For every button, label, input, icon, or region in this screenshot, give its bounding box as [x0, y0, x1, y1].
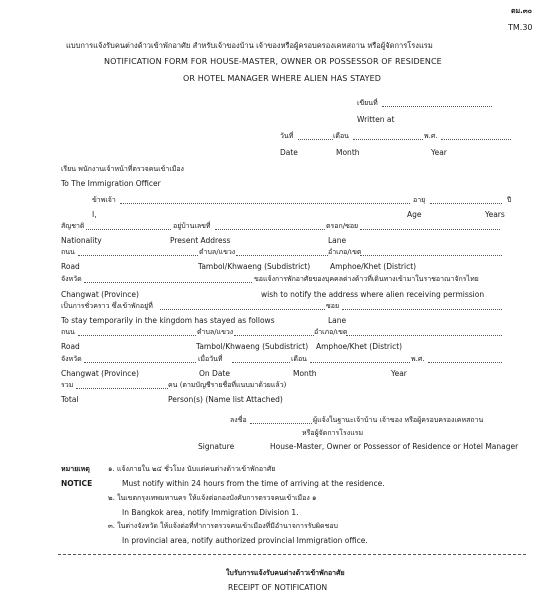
signer-thai-2: หรือผู้จัดการโรงแรม	[302, 429, 364, 437]
stay-soi-field[interactable]	[342, 309, 502, 310]
arrival-month-field[interactable]	[310, 362, 410, 363]
month-2-label: Month	[293, 369, 317, 378]
lane-label: Lane	[328, 236, 347, 245]
age-field[interactable]	[430, 203, 502, 204]
signer-thai-1: ผู้แจ้งในฐานะเจ้าบ้าน เจ้าของ หรือผู้ครอบครองเคหสถาน	[313, 416, 484, 424]
form-code: TM.30	[508, 23, 533, 32]
stay-amphoe-field[interactable]	[346, 335, 502, 336]
title-en-1: NOTIFICATION FORM FOR HOUSE-MASTER, OWNER OR POSSESSOR OF RESIDENCE	[104, 57, 442, 66]
notice-label: NOTICE	[61, 479, 93, 488]
year-2-label: Year	[391, 369, 407, 378]
receipt-title: RECEIPT OF NOTIFICATION	[228, 583, 328, 592]
year-thai: พ.ศ.	[424, 132, 438, 140]
changwat-label: Changwat (Province)	[61, 290, 139, 299]
to-label: To The Immigration Officer	[61, 179, 161, 188]
on-date-thai: เมื่อวันที่	[198, 355, 223, 363]
date-thai: วันที่	[280, 132, 294, 140]
age-label: Age	[407, 210, 422, 219]
amphoe-2-label: Amphoe/Khet (District)	[316, 342, 403, 351]
soi-thai: ซอย	[326, 302, 340, 310]
amphoe-thai: อำเภอ/เขต	[328, 248, 362, 256]
address-field[interactable]	[215, 229, 325, 230]
age-thai: อายุ	[413, 196, 426, 204]
total-thai: รวม	[61, 381, 74, 389]
road-thai-2: ถนน	[61, 328, 75, 336]
wish-thai: ขอแจ้งการพักอาศัยของบุคคลต่างด้าวที่เดินทางเข้ามาในราชอาณาจักรไทย	[254, 275, 479, 283]
amphoe-field[interactable]	[360, 255, 502, 256]
changwat-thai: จังหวัด	[61, 275, 82, 283]
wish-label: wish to notify the address where alien receiving permission	[261, 290, 485, 299]
title-thai: แบบการแจ้งรับคนต่างด้าวเข้าพักอาศัย สำหรับเจ้าของบ้าน เจ้าของหรือผู้ครอบครองเคหสถาน หรือผู้จัดการโรงแรม	[66, 41, 433, 50]
stay-changwat-field[interactable]	[84, 362, 196, 363]
cut-line	[58, 554, 526, 555]
tambol-thai-2: ตำบล/แขวง	[197, 328, 234, 336]
signature-field[interactable]	[250, 423, 312, 424]
signature-label: Signature	[198, 442, 235, 451]
present-address-label: Present Address	[170, 236, 231, 245]
road-field[interactable]	[78, 255, 198, 256]
amphoe-thai-2: อำเภอ/เขต	[314, 328, 348, 336]
signature-thai: ลงชื่อ	[230, 416, 247, 424]
written-at-thai: เขียนที่	[357, 99, 378, 107]
temp-stay-label: To stay temporarily in the kingdom has stayed as follows	[61, 316, 275, 325]
year-label: Year	[431, 148, 447, 157]
tambol-field[interactable]	[236, 255, 328, 256]
written-at-field[interactable]	[382, 106, 492, 107]
i-thai: ข้าพเจ้า	[92, 196, 116, 204]
lane-thai: ตรอก/ซอย	[326, 222, 359, 230]
month-label: Month	[336, 148, 360, 157]
changwat-field[interactable]	[84, 282, 252, 283]
years-thai: ปี	[507, 196, 512, 204]
present-address-thai: อยู่บ้านเลขที่	[173, 222, 211, 230]
year-field[interactable]	[441, 139, 511, 140]
persons-thai: คน (ตามบัญชีรายชื่อที่แนบมาด้วยแล้ว)	[168, 381, 287, 389]
road-2-label: Road	[61, 342, 80, 351]
nationality-label: Nationality	[61, 236, 102, 245]
signer-label: House-Master, Owner or Possessor of Residence or Hotel Manager	[270, 442, 519, 451]
nationality-field[interactable]	[86, 229, 171, 230]
notice-3-thai: ๓. ในต่างจังหวัด ให้แจ้งต่อที่ทำการตรวจคนเข้าเมืองที่มีอำนาจการรับผิดชอบ	[108, 522, 338, 530]
date-label: Date	[280, 148, 298, 157]
i-label: I,	[92, 210, 97, 219]
to-thai: เรียน พนักงานเจ้าหน้าที่ตรวจคนเข้าเมือง	[61, 165, 184, 173]
tambol-label: Tambol/Khwaeng (Subdistrict)	[198, 262, 311, 271]
persons-label: Person(s) (Name list Attached)	[168, 395, 283, 404]
temp-stay-thai: เป็นการชั่วคราว ซึ่งเข้าพักอยู่ที่	[61, 302, 153, 310]
notice-1: Must notify within 24 hours from the time of arriving at the residence.	[122, 479, 385, 488]
tambol-2-label: Tambol/Khwaeng (Subdistrict)	[196, 342, 309, 351]
year-thai-2: พ.ศ.	[411, 355, 425, 363]
arrival-date-field[interactable]	[232, 362, 290, 363]
lane-field[interactable]	[360, 229, 500, 230]
lane2-label: Lane	[328, 316, 347, 325]
month-field[interactable]	[353, 139, 423, 140]
receipt-thai: ใบรับการแจ้งรับคนต่างด้าวเข้าพักอาศัย	[226, 569, 345, 577]
years-label: Years	[485, 210, 505, 219]
tambol-thai: ตำบล/แขวง	[199, 248, 236, 256]
form-code-thai: ตม.๓๐	[511, 7, 532, 15]
name-field[interactable]	[120, 203, 410, 204]
arrival-year-field[interactable]	[428, 362, 502, 363]
stay-road-field[interactable]	[78, 335, 196, 336]
nationality-thai: สัญชาติ	[61, 222, 85, 230]
road-label: Road	[61, 262, 80, 271]
month-thai: เดือน	[333, 132, 349, 140]
date-field[interactable]	[298, 139, 333, 140]
road-thai: ถนน	[61, 248, 75, 256]
changwat-2-label: Changwat (Province)	[61, 369, 139, 378]
stay-address-field[interactable]	[160, 309, 325, 310]
written-at-label: Written at	[357, 115, 395, 124]
notice-2: In Bangkok area, notify Immigration Division 1.	[122, 508, 299, 517]
title-en-2: OR HOTEL MANAGER WHERE ALIEN HAS STAYED	[183, 74, 382, 83]
notice-1-thai: ๑. แจ้งภายใน ๒๔ ชั่วโมง นับแต่คนต่างด้าวเข้าพักอาศัย	[108, 465, 276, 473]
total-field[interactable]	[76, 388, 168, 389]
total-label: Total	[61, 395, 79, 404]
notice-3: In provincial area, notify authorized provincial Immigration office.	[122, 536, 368, 545]
stay-tambol-field[interactable]	[234, 335, 314, 336]
amphoe-label: Amphoe/Khet (District)	[330, 262, 417, 271]
changwat-thai-2: จังหวัด	[61, 355, 82, 363]
notice-thai: หมายเหตุ	[61, 465, 90, 473]
notice-2-thai: ๒. ในเขตกรุงเทพมหานคร ให้แจ้งต่อกองบังคับการตรวจคนเข้าเมือง ๑	[108, 494, 317, 502]
month-thai-2: เดือน	[291, 355, 307, 363]
on-date-label: On Date	[199, 369, 230, 378]
